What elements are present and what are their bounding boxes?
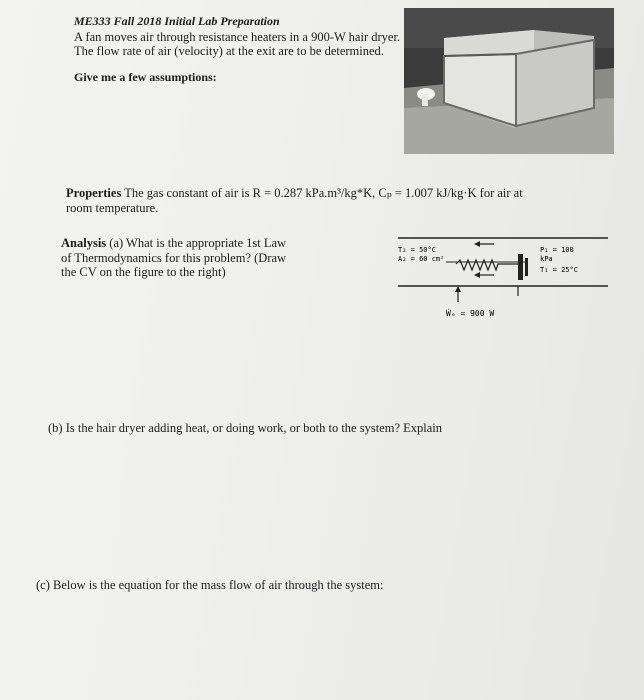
properties-label: Properties	[66, 186, 122, 200]
analysis-line-2: of Thermodynamics for this problem? (Draw	[61, 251, 287, 265]
properties-line-1	[66, 186, 546, 201]
exit-area-label: A₂ = 60 cm²	[398, 255, 445, 263]
question-b: (b) Is the hair dryer adding heat, or doing work, or both to the system? Explain	[48, 421, 443, 435]
properties-line-2: room temperature.	[66, 201, 159, 215]
analysis-question-a: (a) What is the appropriate 1st Law	[106, 236, 287, 250]
assumptions-prompt: Give me a few assumptions:	[74, 70, 217, 84]
problem-statement-line-2: The flow rate of air (velocity) at the exit are to be determined.	[74, 44, 384, 58]
analysis-line-1	[61, 236, 286, 251]
analysis-label: Analysis	[61, 236, 107, 250]
analysis-line-3: the CV on the figure to the right)	[61, 265, 226, 279]
inlet-pressure-unit: kPa	[540, 255, 553, 263]
hair-dryer-diagram	[368, 232, 608, 332]
lab-box-photo	[404, 8, 614, 154]
question-c: (c) Below is the equation for the mass flow of air through the system:	[36, 578, 384, 592]
exit-temperature-label: T₂ = 50°C	[398, 246, 436, 254]
problem-statement-line-1: A fan moves air through resistance heaters in a 900-W hair dryer.	[74, 30, 401, 44]
inlet-temperature-label: T₁ = 25°C	[540, 266, 578, 274]
inlet-pressure-label: P₁ = 100	[540, 246, 574, 254]
properties-text: The gas constant of air is R = 0.287 kPa.m³/kg*K, Cₚ = 1.007 kJ/kg·K for air at	[121, 186, 523, 200]
lab-title: ME333 Fall 2018 Initial Lab Preparation	[74, 14, 280, 28]
power-input-label: Ẇₑ = 900 W	[446, 309, 495, 318]
